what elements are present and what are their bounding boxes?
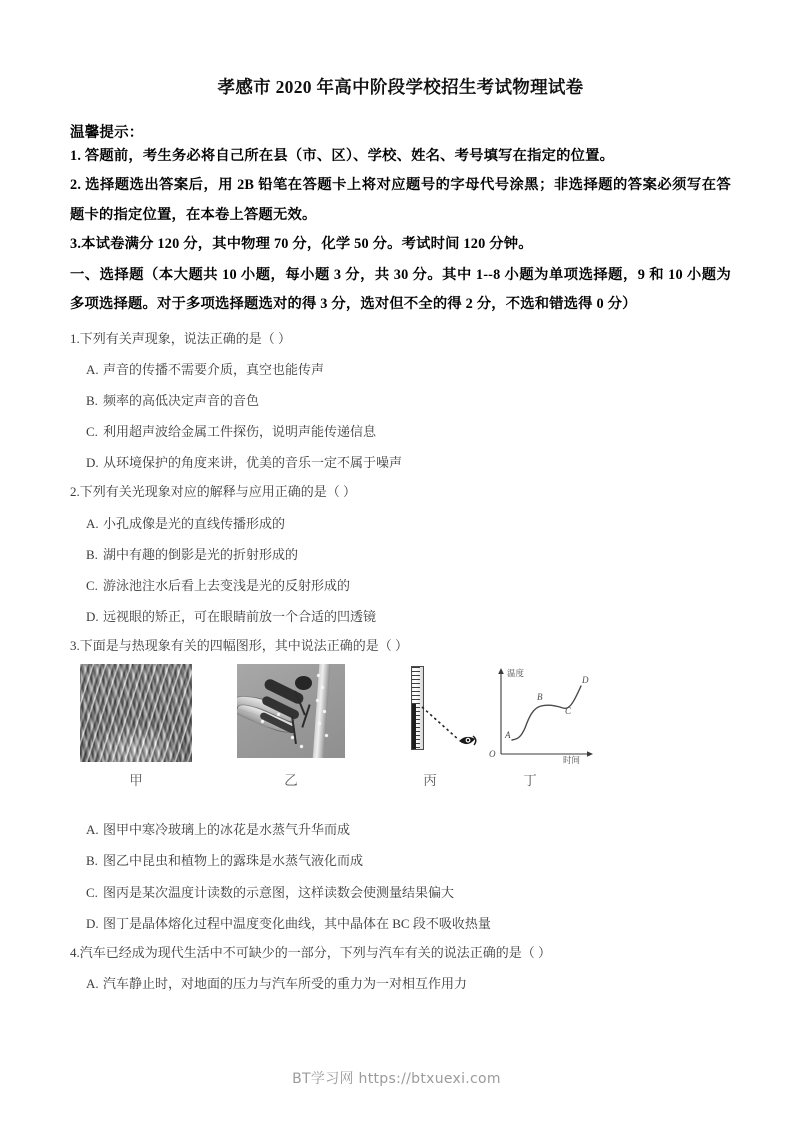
graph-point-d-label: D [582,675,589,686]
question-3-stem [70,636,731,656]
graph-point-b-label: B [537,692,543,703]
eye-icon [458,734,478,748]
dew-drop [300,745,303,748]
figure-caption-bing: 丙 [423,773,437,789]
question-3-option-b[interactable] [86,851,731,871]
option-text: 游泳池注水后看上去变浅是光的反射形成的 [103,577,351,593]
question-2-stem [70,482,731,502]
graph-svg [485,664,603,764]
question-3-option-a[interactable] [86,820,731,840]
option-letter: D. [86,915,99,931]
dew-drop [325,734,328,737]
option-letter: B. [86,393,98,409]
question-1-number: 1. [70,330,80,346]
option-letter: D. [86,609,99,625]
figure-ding [485,664,603,764]
question-4-option-a[interactable] [86,974,731,994]
graph-point-c-label: C [565,706,572,717]
page-title: 孝感市 2020 年高中阶段学校招生考试物理试卷 [217,77,584,97]
option-text: 频率的高低决定声音的音色 [103,393,260,409]
option-text: 小孔成像是光的直线传播形成的 [103,515,286,531]
question-1-option-a[interactable] [86,360,731,380]
question-2-option-a[interactable] [86,514,731,534]
option-text: 声音的传播不需要介质，真空也能传声 [103,361,325,377]
question-2-text: 下列有关光现象对应的解释与应用正确的是（ ） [79,484,357,500]
question-3-option-c[interactable] [86,883,731,903]
figure-caption-ding: 丁 [523,773,537,789]
notice-item-2: 2. 选择题选出答案后，用 2B 铅笔在答题卡上将对应题号的字母代号涂黑；非选择题的答案必须写在答题卡的指定位置，在本卷上答题无效。 [70,177,731,223]
question-1-option-d[interactable] [86,453,731,473]
x-axis-arrow [587,752,593,758]
figure-caption-yi: 乙 [284,773,298,789]
question-3-option-d[interactable] [86,914,731,934]
plant-stem [312,664,330,758]
dragonfly-with-dew-photo [237,664,345,758]
question-2-option-b[interactable] [86,545,731,565]
question-1-stem [70,329,731,349]
option-letter: A. [86,976,99,992]
question-3-number: 3. [70,638,80,654]
question-4-stem [70,943,731,963]
temperature-time-graph [485,664,603,764]
footer-watermark: BT学习网 https://btxuexi.com [292,1071,501,1087]
sight-line-svg [395,664,487,764]
notice-heading: 温馨提示： [70,125,144,141]
option-letter: A. [86,822,99,838]
graph-y-axis-label: 温度 [507,668,525,679]
y-axis-arrow [498,668,504,674]
notice-item-1: 1. 答题前，考生务必将自己所在县（市、区）、学校、姓名、考号填写在指定的位置。 [70,148,615,164]
option-text: 湖中有趣的倒影是光的折射形成的 [103,546,299,562]
option-text: 图甲中寒冷玻璃上的冰花是水蒸气升华而成 [103,822,351,838]
option-text: 利用超声波给金属工件探伤，说明声能传递信息 [103,424,377,440]
question-1-option-b[interactable] [86,391,731,411]
question-2-option-d[interactable] [86,607,731,627]
graph-point-a-label: A [505,730,511,741]
option-text: 从环境保护的角度来讲，优美的音乐一定不属于噪声 [103,455,403,471]
option-letter: B. [86,546,98,562]
option-text: 汽车静止时，对地面的压力与汽车所受的重力为一对相互作用力 [103,976,468,992]
question-1-option-c[interactable] [86,422,731,442]
option-letter: A. [86,515,99,531]
figure-caption-jia: 甲 [129,773,143,789]
thermometer-reading-diagram [395,664,487,764]
line-of-sight [422,707,459,740]
option-text: 远视眼的矫正，可在眼睛前放一个合适的凹透镜 [103,609,377,625]
question-2-number: 2. [70,484,80,500]
figure-bing [395,664,487,764]
option-letter: C. [86,577,98,593]
option-letter: B. [86,853,98,869]
dragonfly-head [295,676,312,690]
ice-flowers-on-cold-glass-photo [80,664,192,762]
question-1-text: 下列有关声现象，说法正确的是（ ） [79,330,292,346]
option-text: 图乙中昆虫和植物上的露珠是水蒸气液化而成 [103,853,364,869]
option-letter: A. [86,361,99,377]
graph-x-axis-label: 时间 [563,755,581,765]
section-heading-multiple-choice: 一、选择题（本大题共 10 小题，每小题 3 分，共 30 分。其中 1--8 小题为单项选择题，9 和 10 小题为多项选择题。对于多项选择题选对的得 3 分，选对但不全的得 2 分，不选和错选得 0 分） [70,267,731,313]
option-letter: C. [86,424,98,440]
option-text: 图丁是晶体熔化过程中温度变化曲线，其中晶体在 BC 段不吸收热量 [103,915,491,931]
question-3-figure-row [70,664,731,809]
figure-yi [237,664,345,758]
option-letter: D. [86,455,99,471]
figure-jia [80,664,192,762]
question-3-text: 下面是与热现象有关的四幅图形，其中说法正确的是（ ） [79,638,409,654]
option-text: 图丙是某次温度计读数的示意图，这样读数会使测量结果偏大 [103,884,455,900]
notice-item-3: 3.本试卷满分 120 分，其中物理 70 分，化学 50 分。考试时间 120 分钟。 [70,235,533,252]
option-letter: C. [86,884,98,900]
graph-origin-label: O [489,749,496,760]
question-2-option-c[interactable] [86,576,731,596]
question-4-number: 4. [70,944,80,960]
question-4-text: 汽车已经成为现代生活中不可缺少的一部分，下列与汽车有关的说法正确的是（ ） [79,944,552,960]
